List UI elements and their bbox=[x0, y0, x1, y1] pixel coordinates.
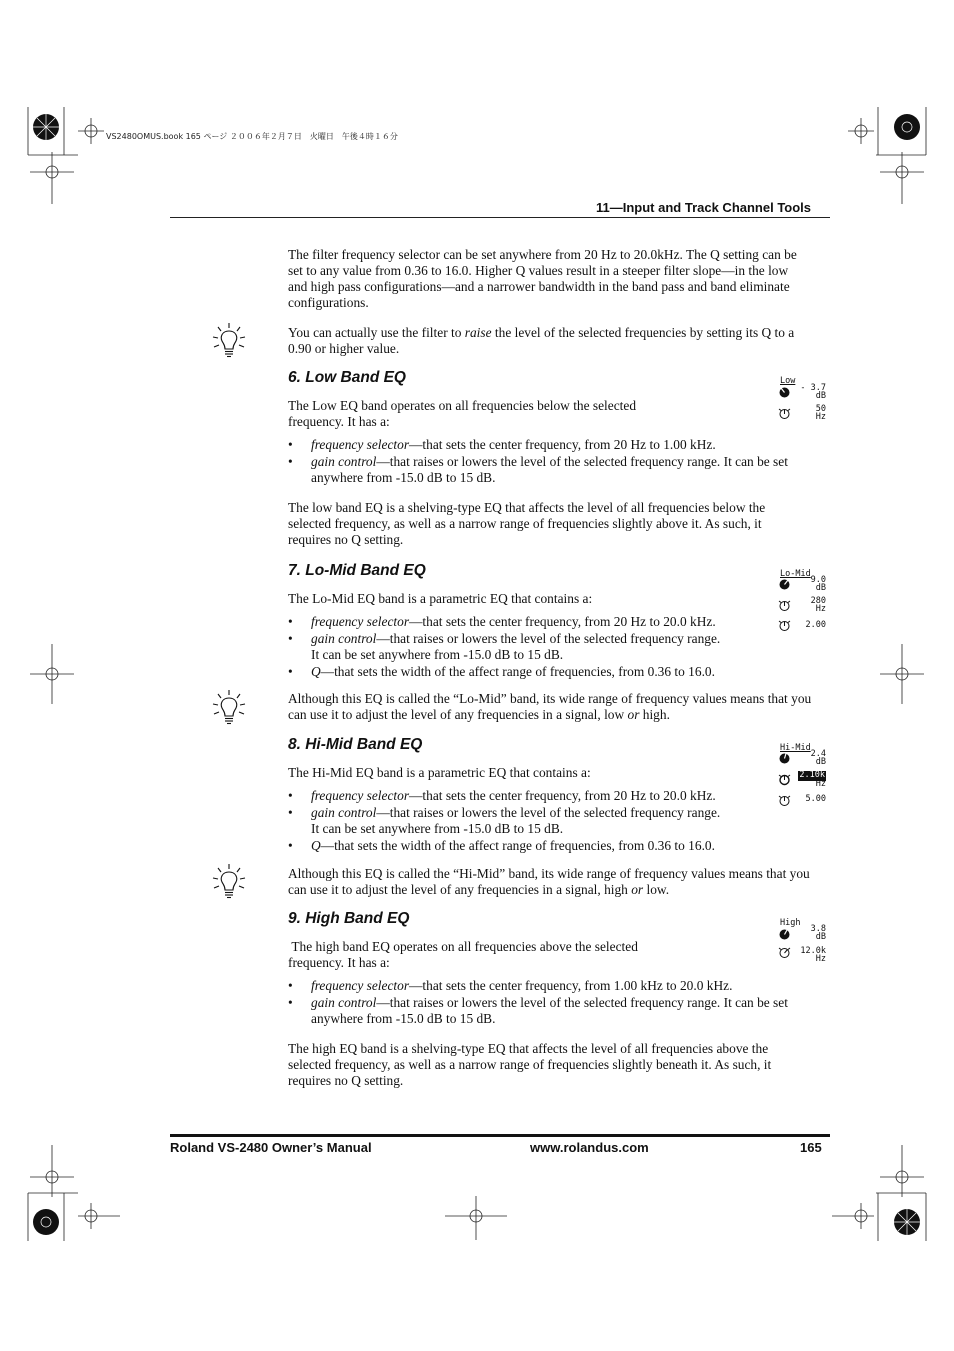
high-band-intro: The high band EQ operates on all frequencies above the selected frequency. It has a: bbox=[288, 939, 642, 970]
list-item: • frequency selector—that sets the center frequency, from 20 Hz to 20.0 kHz. bbox=[288, 614, 728, 630]
frequency-knob-icon bbox=[778, 946, 791, 959]
display-gain-unit: dB bbox=[815, 932, 826, 942]
frequency-knob-icon bbox=[778, 599, 791, 612]
lo-mid-band-intro: The Lo-Mid EQ band is a parametric EQ that contains a: bbox=[288, 591, 593, 606]
heading-hi-mid-band-eq: 8. Hi-Mid Band EQ bbox=[288, 736, 423, 753]
high-band-bullets bbox=[288, 978, 806, 1028]
tip-hi-mid-range: Although this EQ is called the “Hi-Mid” band, its wide range of frequency values means that you can use it to adjust the level of any frequencies in a signal, high or low. bbox=[288, 866, 810, 897]
hi-mid-band-bullets bbox=[288, 788, 728, 855]
display-freq-unit: Hz bbox=[815, 412, 826, 422]
list-item: • Q—that sets the width of the affect range of frequencies, from 0.36 to 16.0. bbox=[288, 664, 728, 680]
list-item: • Q—that sets the width of the affect range of frequencies, from 0.36 to 16.0. bbox=[288, 838, 728, 854]
display-freq-value: 12.0k bbox=[800, 946, 826, 956]
display-band-name: Hi-Mid bbox=[780, 743, 811, 753]
display-gain-value: 2.4 bbox=[810, 749, 826, 759]
print-info: VS2480OMUS.book 165 ページ ２００６年２月７日 火曜日 午後４時１６分 bbox=[106, 132, 398, 141]
high-eq-display bbox=[776, 919, 832, 967]
display-q-value: 2.00 bbox=[805, 620, 826, 630]
display-gain-unit: dB bbox=[815, 583, 826, 593]
display-gain-value: 3.8 bbox=[810, 924, 826, 934]
list-item: • frequency selector—that sets the center frequency, from 20 Hz to 20.0 kHz. bbox=[288, 788, 728, 804]
heading-lo-mid-band-eq: 7. Lo-Mid Band EQ bbox=[288, 562, 426, 579]
display-freq-unit: Hz bbox=[815, 604, 826, 614]
heading-high-band-eq: 9. High Band EQ bbox=[288, 910, 410, 927]
hi-mid-eq-display bbox=[776, 744, 832, 808]
low-band-bullets bbox=[288, 437, 806, 487]
lightbulb-tip-icon bbox=[212, 689, 246, 727]
list-item: • frequency selector—that sets the center frequency, from 20 Hz to 1.00 kHz. bbox=[288, 437, 806, 453]
frequency-knob-icon bbox=[778, 407, 791, 420]
list-item: • gain control—that raises or lowers the level of the selected frequency range. It can be set anywhere from -15.0 dB to 15 dB. bbox=[288, 631, 728, 663]
display-freq-unit: Hz bbox=[815, 779, 826, 789]
heading-low-band-eq: 6. Low Band EQ bbox=[288, 369, 406, 386]
tip-lo-mid-range: Although this EQ is called the “Lo-Mid” band, its wide range of frequency values means that you can use it to adjust the level of any frequencies in a signal, low or high. bbox=[288, 691, 812, 722]
display-gain-value: 9.0 bbox=[810, 575, 826, 585]
intro-paragraph: The filter frequency selector can be set anywhere from 20 Hz to 20.0kHz. The Q setting can be set to any value from 0.36 to 16.0. Higher Q values result in a steeper filter slope—in the low and high pass configurations—and a narrower bandwidth in the band pass and band eliminate configurations. bbox=[288, 247, 797, 310]
display-q-value: 5.00 bbox=[805, 794, 826, 804]
gain-knob-icon bbox=[778, 752, 791, 765]
list-item: • gain control—that raises or lowers the level of the selected frequency range. It can be set anywhere from -15.0 dB to 15 dB. bbox=[288, 805, 728, 837]
display-gain-unit: dB bbox=[815, 391, 826, 401]
display-band-name: Lo-Mid bbox=[780, 569, 811, 579]
header-rule bbox=[170, 217, 830, 218]
display-band-name: Low bbox=[780, 376, 796, 386]
display-freq-unit: Hz bbox=[815, 954, 826, 964]
lo-mid-band-bullets bbox=[288, 614, 728, 681]
footer-manual-title: Roland VS-2480 Owner’s Manual bbox=[170, 1140, 372, 1155]
list-item: • gain control—that raises or lowers the level of the selected frequency range. It can be set anywhere from -15.0 dB to 15 dB. bbox=[288, 454, 806, 486]
list-item: • gain control—that raises or lowers the level of the selected frequency range. It can be set anywhere from -15.0 dB to 15 dB. bbox=[288, 995, 806, 1027]
gain-knob-icon bbox=[778, 578, 791, 591]
display-gain-unit: dB bbox=[815, 757, 826, 767]
low-eq-display bbox=[776, 377, 832, 425]
page-number: 165 bbox=[800, 1140, 822, 1155]
hi-mid-band-intro: The Hi-Mid EQ band is a parametric EQ that contains a: bbox=[288, 765, 591, 780]
gain-knob-icon bbox=[778, 928, 791, 941]
display-freq-value: 2.10k bbox=[799, 770, 825, 780]
running-head: 11—Input and Track Channel Tools bbox=[596, 200, 812, 215]
display-gain-value: - 3.7 bbox=[800, 383, 826, 393]
lo-mid-eq-display bbox=[776, 570, 832, 634]
display-band-name: High bbox=[780, 918, 801, 928]
tip-raise-filter: You can actually use the filter to raise the level of the selected frequencies by setting its Q to a 0.90 or higher value. bbox=[288, 325, 795, 356]
gain-knob-icon bbox=[778, 386, 791, 399]
lightbulb-tip-icon bbox=[212, 863, 246, 901]
display-freq-value: 280 bbox=[810, 596, 826, 606]
footer-rule bbox=[170, 1134, 830, 1137]
high-band-outro: The high EQ band is a shelving-type EQ that affects the level of all frequencies above the selected frequency, as well as a narrow range of frequencies slightly beneath it. As such, it requires no Q setting. bbox=[288, 1041, 772, 1088]
list-item: • frequency selector—that sets the center frequency, from 1.00 kHz to 20.0 kHz. bbox=[288, 978, 806, 994]
display-freq-value: 50 bbox=[815, 404, 826, 414]
footer-url: www.rolandus.com bbox=[530, 1140, 649, 1155]
low-band-outro: The low band EQ is a shelving-type EQ that affects the level of all frequencies below the selected frequency, as well as a narrow range of frequencies slightly above it. As such, it requires no Q setting. bbox=[288, 500, 766, 547]
q-knob-icon bbox=[778, 794, 791, 807]
low-band-intro: The Low EQ band operates on all frequencies below the selected frequency. It has a: bbox=[288, 398, 637, 429]
lightbulb-tip-icon bbox=[212, 322, 246, 360]
frequency-knob-icon bbox=[778, 773, 791, 786]
q-knob-icon bbox=[778, 619, 791, 632]
